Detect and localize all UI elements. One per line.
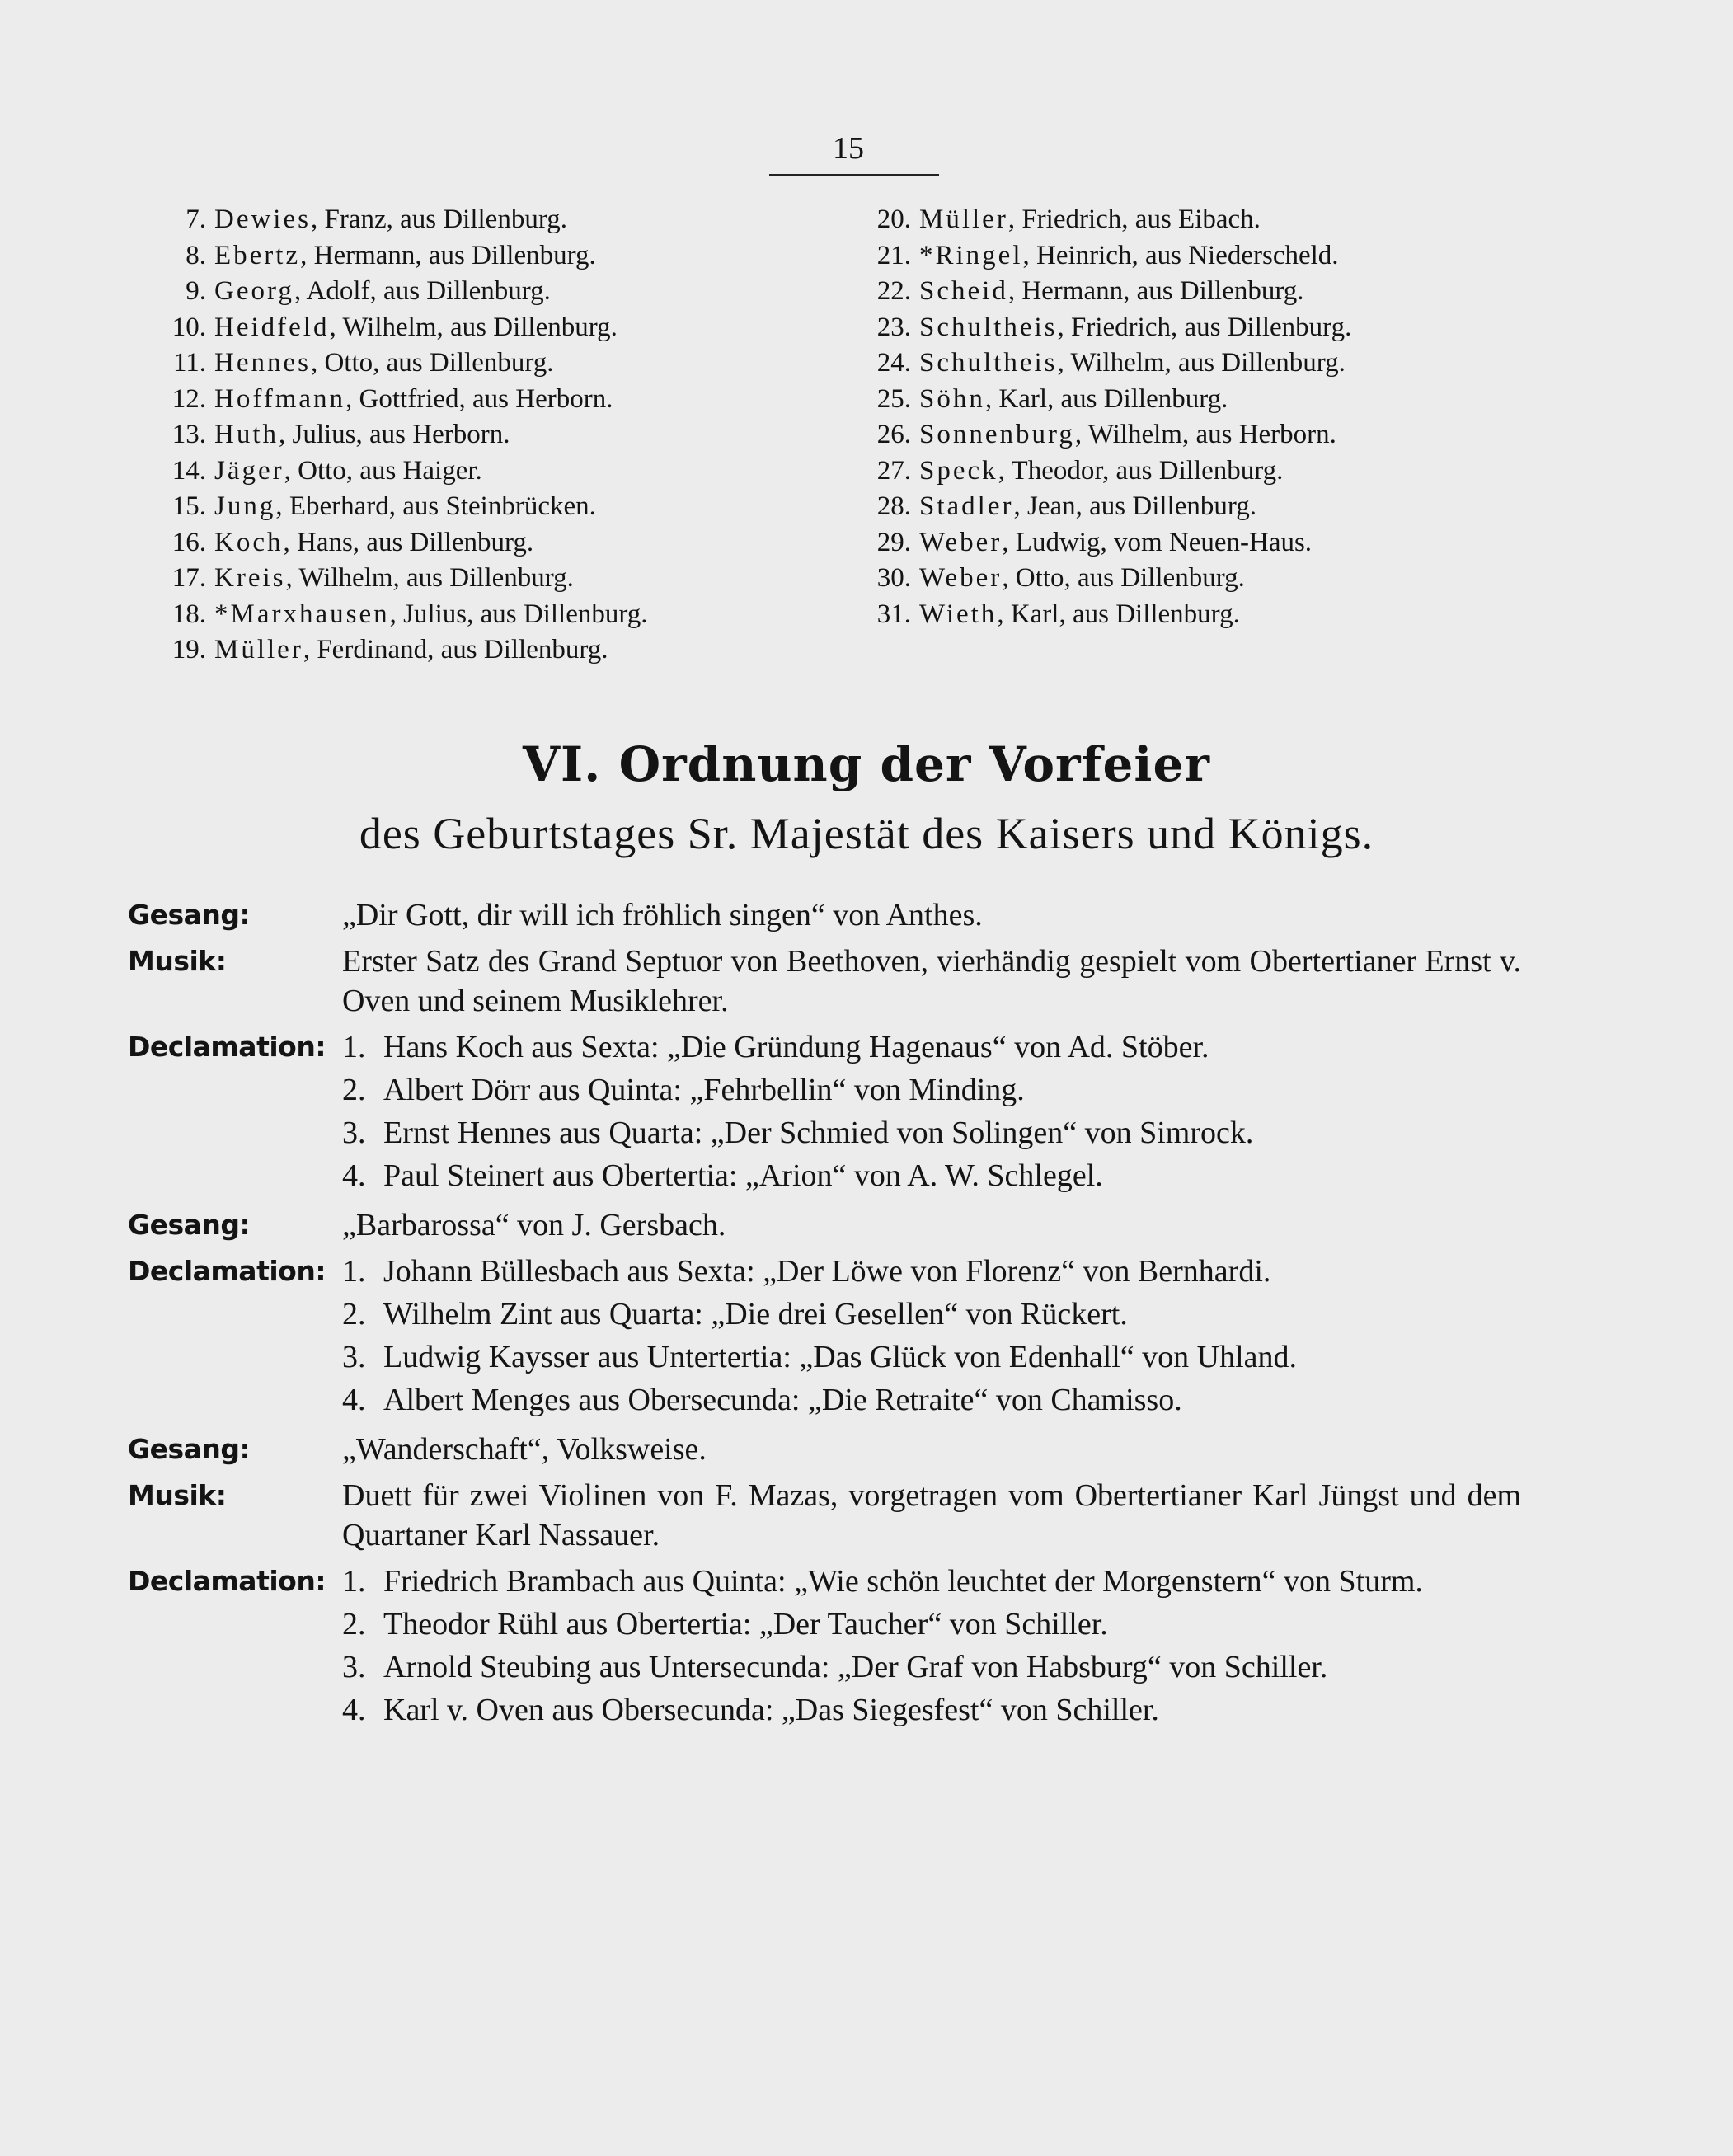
student-entry	[148, 563, 648, 599]
program-body	[342, 1252, 1521, 1423]
student-details: , Eberhard, aus Steinbrücken.	[275, 491, 596, 521]
program-label: Declamation:	[128, 1565, 326, 1597]
declamation-line	[342, 1113, 1521, 1153]
student-surname: Müller	[919, 204, 1008, 234]
program-text: „Barbarossa“ von J. Gersbach.	[342, 1208, 726, 1242]
student-number: 25.	[876, 383, 911, 414]
student-surname: Hoffmann	[214, 383, 346, 414]
program-label: Gesang:	[128, 1209, 251, 1241]
program-label: Musik:	[128, 1479, 227, 1511]
student-details: , Julius, aus Dillenburg.	[389, 599, 648, 629]
declamation-number: 2.	[342, 1297, 366, 1332]
declamation-number: 4.	[342, 1383, 366, 1417]
student-entry	[853, 312, 1351, 349]
declamation-number: 2.	[342, 1073, 366, 1107]
student-number: 13.	[171, 420, 206, 449]
student-entry	[148, 241, 648, 277]
student-surname: *Marxhausen	[214, 599, 390, 629]
student-surname: Dewies	[214, 204, 311, 234]
declamation-number: 2.	[342, 1607, 366, 1642]
student-number: 9.	[186, 276, 206, 306]
student-details: , Otto, aus Dillenburg.	[1002, 563, 1245, 593]
program-list	[128, 895, 1521, 1740]
program-text: „Dir Gott, dir will ich fröhlich singen“ von Anthes.	[342, 898, 983, 932]
declamation-number: 1.	[342, 1564, 366, 1599]
student-entry	[148, 276, 648, 312]
student-number: 8.	[186, 240, 206, 270]
student-entry	[853, 348, 1351, 384]
student-surname: Stadler	[919, 491, 1014, 521]
declamation-line	[342, 1604, 1521, 1644]
student-number: 14.	[171, 455, 206, 486]
declamation-text: Ernst Hennes aus Quarta: „Der Schmied von Solingen“ von Simrock.	[383, 1116, 1254, 1150]
declamation-number: 1.	[342, 1254, 366, 1289]
student-surname: *Ringel	[919, 240, 1023, 270]
student-entry	[853, 276, 1351, 312]
student-number: 31.	[876, 599, 911, 629]
student-surname: Söhn	[919, 383, 985, 414]
student-entry	[853, 599, 1351, 636]
student-details: , Friedrich, aus Eibach.	[1007, 204, 1261, 234]
declamation-text: Arnold Steubing aus Untersecunda: „Der Graf von Habsburg“ von Schiller.	[383, 1650, 1328, 1684]
student-details: , Wilhelm, aus Dillenburg.	[1057, 348, 1346, 378]
section-heading: VI. Ordnung der Vorfeier	[523, 736, 1210, 792]
student-list-right	[853, 204, 1351, 635]
section-subheading: des Geburtstages Sr. Majestät des Kaisers und Königs.	[359, 809, 1374, 858]
program-body	[342, 1430, 1521, 1469]
program-item	[128, 942, 1521, 1021]
student-surname: Jäger	[214, 455, 284, 486]
student-surname: Hennes	[214, 348, 311, 378]
student-entry	[853, 241, 1351, 277]
declamation-line	[342, 1337, 1521, 1377]
student-number: 27.	[876, 455, 911, 486]
student-number: 23.	[876, 312, 911, 342]
student-entry	[853, 528, 1351, 564]
student-number: 18.	[171, 599, 206, 629]
student-details: , Julius, aus Herborn.	[279, 420, 510, 449]
student-number: 28.	[876, 491, 911, 521]
student-surname: Ebertz	[214, 240, 301, 270]
student-number: 30.	[876, 563, 911, 593]
program-body	[342, 895, 1521, 935]
student-list-left	[148, 204, 648, 671]
declamation-text: Karl v. Oven aus Obersecunda: „Das Siegesfest“ von Schiller.	[383, 1693, 1159, 1727]
student-number: 11.	[172, 348, 206, 378]
student-entry	[148, 204, 648, 241]
declamation-line	[342, 1252, 1521, 1291]
declamation-number: 3.	[342, 1340, 366, 1374]
student-entry	[853, 204, 1351, 241]
student-number: 24.	[876, 348, 911, 378]
program-item	[128, 895, 1521, 935]
student-surname: Weber	[919, 527, 1003, 557]
declamation-text: Paul Steinert aus Obertertia: „Arion“ von A. W. Schlegel.	[383, 1158, 1103, 1193]
student-surname: Kreis	[214, 563, 286, 593]
student-entry	[148, 456, 648, 492]
page-number: 15	[833, 131, 864, 166]
student-entry	[148, 348, 648, 384]
student-entry	[148, 491, 648, 528]
declamation-text: Friedrich Brambach aus Quinta: „Wie schön leuchtet der Morgenstern“ von Sturm.	[383, 1564, 1423, 1599]
program-item	[128, 1027, 1521, 1199]
student-number: 20.	[876, 204, 911, 234]
student-details: , Friedrich, aus Dillenburg.	[1057, 312, 1352, 342]
student-entry	[853, 563, 1351, 599]
declamation-number: 4.	[342, 1693, 366, 1727]
student-details: , Hans, aus Dillenburg.	[283, 527, 534, 557]
declamation-text: Albert Dörr aus Quinta: „Fehrbellin“ von Minding.	[383, 1073, 1025, 1107]
student-number: 22.	[876, 276, 911, 306]
declamation-text: Theodor Rühl aus Obertertia: „Der Taucher“ von Schiller.	[383, 1607, 1108, 1642]
student-details: , Karl, aus Dillenburg.	[984, 383, 1228, 414]
student-details: , Gottfried, aus Herborn.	[345, 383, 613, 414]
student-details: , Wilhelm, aus Dillenburg.	[329, 312, 618, 342]
student-number: 10.	[171, 312, 206, 342]
student-details: , Theodor, aus Dillenburg.	[998, 455, 1284, 486]
declamation-line	[342, 1294, 1521, 1334]
program-item	[128, 1430, 1521, 1469]
student-details: , Adolf, aus Dillenburg.	[294, 276, 551, 306]
declamation-number: 4.	[342, 1158, 366, 1193]
program-text: Erster Satz des Grand Septuor von Beethoven, vierhändig gespielt vom Obertertianer Ernst v. Oven und seinem Musiklehrer.	[342, 944, 1521, 1018]
declamation-number: 3.	[342, 1116, 366, 1150]
student-surname: Weber	[919, 563, 1003, 593]
program-item	[128, 1562, 1521, 1733]
student-entry	[148, 599, 648, 636]
declamation-text: Hans Koch aus Sexta: „Die Gründung Hagenaus“ von Ad. Stöber.	[383, 1030, 1209, 1064]
student-entry	[853, 384, 1351, 420]
student-surname: Jung	[214, 491, 276, 521]
program-item	[128, 1476, 1521, 1555]
student-details: , Karl, aus Dillenburg.	[997, 599, 1240, 629]
student-entry	[148, 384, 648, 420]
declamation-line	[342, 1562, 1521, 1601]
student-surname: Wieth	[919, 599, 998, 629]
student-entry	[853, 491, 1351, 528]
program-body	[342, 1562, 1521, 1733]
student-number: 17.	[171, 563, 206, 593]
student-surname: Speck	[919, 455, 998, 486]
student-details: , Wilhelm, aus Dillenburg.	[285, 563, 574, 593]
page-number-rule	[769, 174, 939, 176]
student-number: 29.	[876, 527, 911, 557]
program-label: Declamation:	[128, 1031, 326, 1063]
student-entry	[148, 528, 648, 564]
program-body	[342, 942, 1521, 1021]
program-body	[342, 1027, 1521, 1199]
student-details: , Franz, aus Dillenburg.	[310, 204, 567, 234]
student-number: 12.	[171, 383, 206, 414]
student-surname: Müller	[214, 635, 303, 665]
student-number: 26.	[876, 420, 911, 449]
program-label: Gesang:	[128, 899, 251, 931]
declamation-line	[342, 1027, 1521, 1067]
student-surname: Sonnenburg	[919, 420, 1075, 449]
student-details: , Wilhelm, aus Herborn.	[1074, 420, 1336, 449]
program-text: „Wanderschaft“, Volksweise.	[342, 1432, 707, 1467]
student-number: 19.	[171, 635, 206, 665]
program-text: Duett für zwei Violinen von F. Mazas, vorgetragen vom Obertertianer Karl Jüngst und dem Quartaner Karl Nassauer.	[342, 1478, 1521, 1552]
declamation-line	[342, 1380, 1521, 1420]
declamation-text: Wilhelm Zint aus Quarta: „Die drei Gesellen“ von Rückert.	[383, 1297, 1128, 1332]
declamation-line	[342, 1156, 1521, 1195]
student-surname: Schultheis	[919, 312, 1058, 342]
student-details: , Otto, aus Haiger.	[284, 455, 482, 486]
student-number: 15.	[171, 491, 206, 521]
declamation-line	[342, 1690, 1521, 1730]
student-number: 21.	[876, 240, 911, 270]
student-details: , Jean, aus Dillenburg.	[1013, 491, 1256, 521]
program-label: Declamation:	[128, 1255, 326, 1287]
declamation-text: Johann Büllesbach aus Sexta: „Der Löwe von Florenz“ von Bernhardi.	[383, 1254, 1271, 1289]
program-body	[342, 1205, 1521, 1245]
declamation-number: 1.	[342, 1030, 366, 1064]
student-entry	[148, 312, 648, 349]
student-surname: Heidfeld	[214, 312, 330, 342]
student-details: , Otto, aus Dillenburg.	[310, 348, 554, 378]
program-label: Musik:	[128, 945, 227, 977]
student-details: , Ferdinand, aus Dillenburg.	[303, 635, 608, 665]
student-details: , Heinrich, aus Niederscheld.	[1022, 240, 1339, 270]
student-details: , Hermann, aus Dillenburg.	[300, 240, 596, 270]
student-surname: Georg	[214, 276, 294, 306]
student-details: , Ludwig, vom Neuen-Haus.	[1002, 527, 1313, 557]
program-item	[128, 1205, 1521, 1245]
student-number: 16.	[171, 527, 206, 557]
program-label: Gesang:	[128, 1433, 251, 1465]
student-entry	[853, 456, 1351, 492]
program-body	[342, 1476, 1521, 1555]
student-entry	[853, 420, 1351, 456]
student-surname: Schultheis	[919, 348, 1058, 378]
student-number: 7.	[186, 204, 206, 234]
student-surname: Koch	[214, 527, 284, 557]
program-item	[128, 1252, 1521, 1423]
declamation-number: 3.	[342, 1650, 366, 1684]
student-entry	[148, 420, 648, 456]
declamation-line	[342, 1070, 1521, 1110]
student-details: , Hermann, aus Dillenburg.	[1007, 276, 1304, 306]
declamation-text: Albert Menges aus Obersecunda: „Die Retraite“ von Chamisso.	[383, 1383, 1182, 1417]
student-surname: Huth	[214, 420, 279, 449]
declamation-line	[342, 1647, 1521, 1687]
student-surname: Scheid	[919, 276, 1008, 306]
declamation-text: Ludwig Kaysser aus Untertertia: „Das Glück von Edenhall“ von Uhland.	[383, 1340, 1298, 1374]
student-entry	[148, 635, 648, 671]
